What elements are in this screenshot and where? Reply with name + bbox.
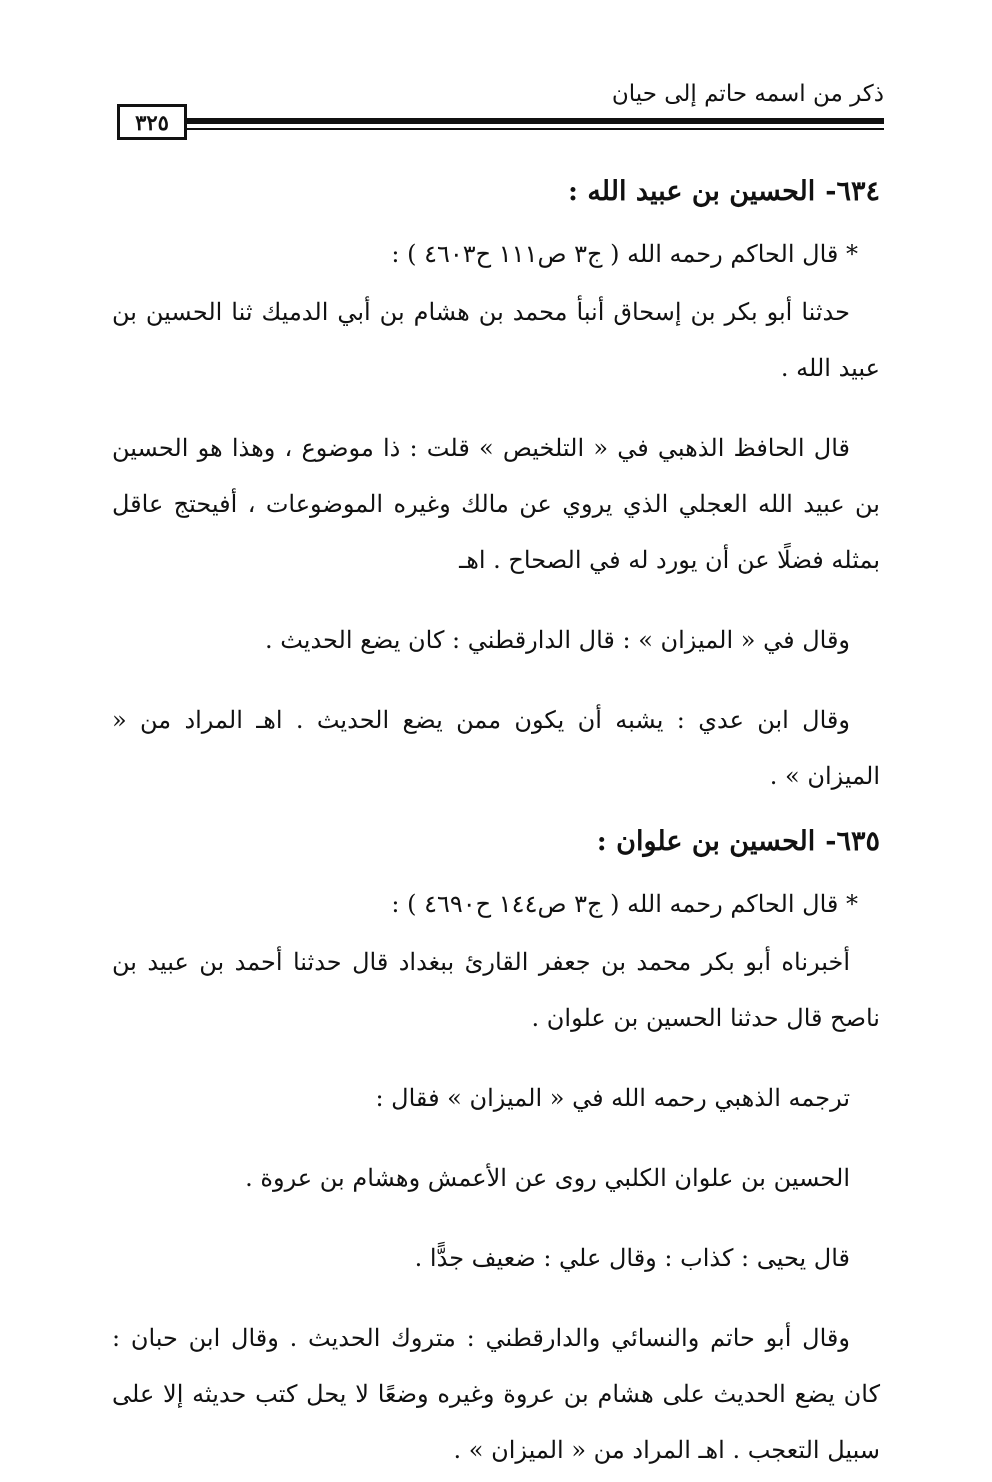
- source-citation: * قال الحاكم رحمه الله ( ج٣ ص١٤٤ ح٤٦٩٠ ) :: [391, 890, 858, 918]
- paragraph: ترجمه الذهبي رحمه الله في « الميزان » فقال :: [375, 1084, 850, 1112]
- entry-name: الحسين بن عبيد الله :: [567, 176, 816, 207]
- entry-number: ٦٣٥-: [825, 826, 880, 857]
- paragraph: قال يحيى : كذاب : وقال علي : ضعيف جدًّا .: [414, 1244, 850, 1272]
- entry-635: [112, 810, 880, 1478]
- running-title: ذكر من اسمه حاتم إلى حيان: [611, 81, 884, 107]
- entry-number: ٦٣٤-: [825, 176, 880, 207]
- paragraph: وقال ابن عدي : يشبه أن يكون ممن يضع الحديث . اهـ المراد من « الميزان » .: [112, 706, 880, 790]
- header-rule-thick: [187, 118, 884, 124]
- paragraph: وقال أبو حاتم والنسائي والدارقطني : متروك الحديث . وقال ابن حبان : كان يضع الحديث على هشام بن عروة وغيره وضعًا لا يحل كتب حديثه إلا على سبيل التعجب . اهـ المراد من « الميزان » .: [112, 1324, 880, 1464]
- page-number: ٣٢٥: [117, 104, 187, 140]
- paragraph: قال الحافظ الذهبي في « التلخيص » قلت : ذا موضوع ، وهذا هو الحسين بن عبيد الله العجلي الذي يروي عن مالك وغيره الموضوعات ، أفيحتج عاقل بمثله فضلًا عن أن يورد له في الصحاح . اهـ: [112, 434, 880, 574]
- paragraph: حدثنا أبو بكر بن إسحاق أنبأ محمد بن هشام بن أبي الدميك ثنا الحسين بن عبيد الله .: [112, 298, 880, 382]
- paragraph: أخبرناه أبو بكر محمد بن جعفر القارئ ببغداد قال حدثنا أحمد بن عبيد بن ناصح قال حدثنا الحسين بن علوان .: [112, 948, 880, 1032]
- paragraph: الحسين بن علوان الكلبي روى عن الأعمش وهشام بن عروة .: [245, 1164, 850, 1192]
- entry-heading: [112, 810, 880, 874]
- paragraph: وقال في « الميزان » : قال الدارقطني : كان يضع الحديث .: [264, 626, 850, 654]
- entry-634: [112, 160, 880, 804]
- source-citation: * قال الحاكم رحمه الله ( ج٣ ص١١١ ح٤٦٠٣ ) :: [391, 240, 858, 268]
- entry-name: الحسين بن علوان :: [596, 826, 816, 857]
- page-content: [112, 160, 880, 1482]
- entry-heading: [112, 160, 880, 224]
- header-rule-thin: [187, 128, 884, 130]
